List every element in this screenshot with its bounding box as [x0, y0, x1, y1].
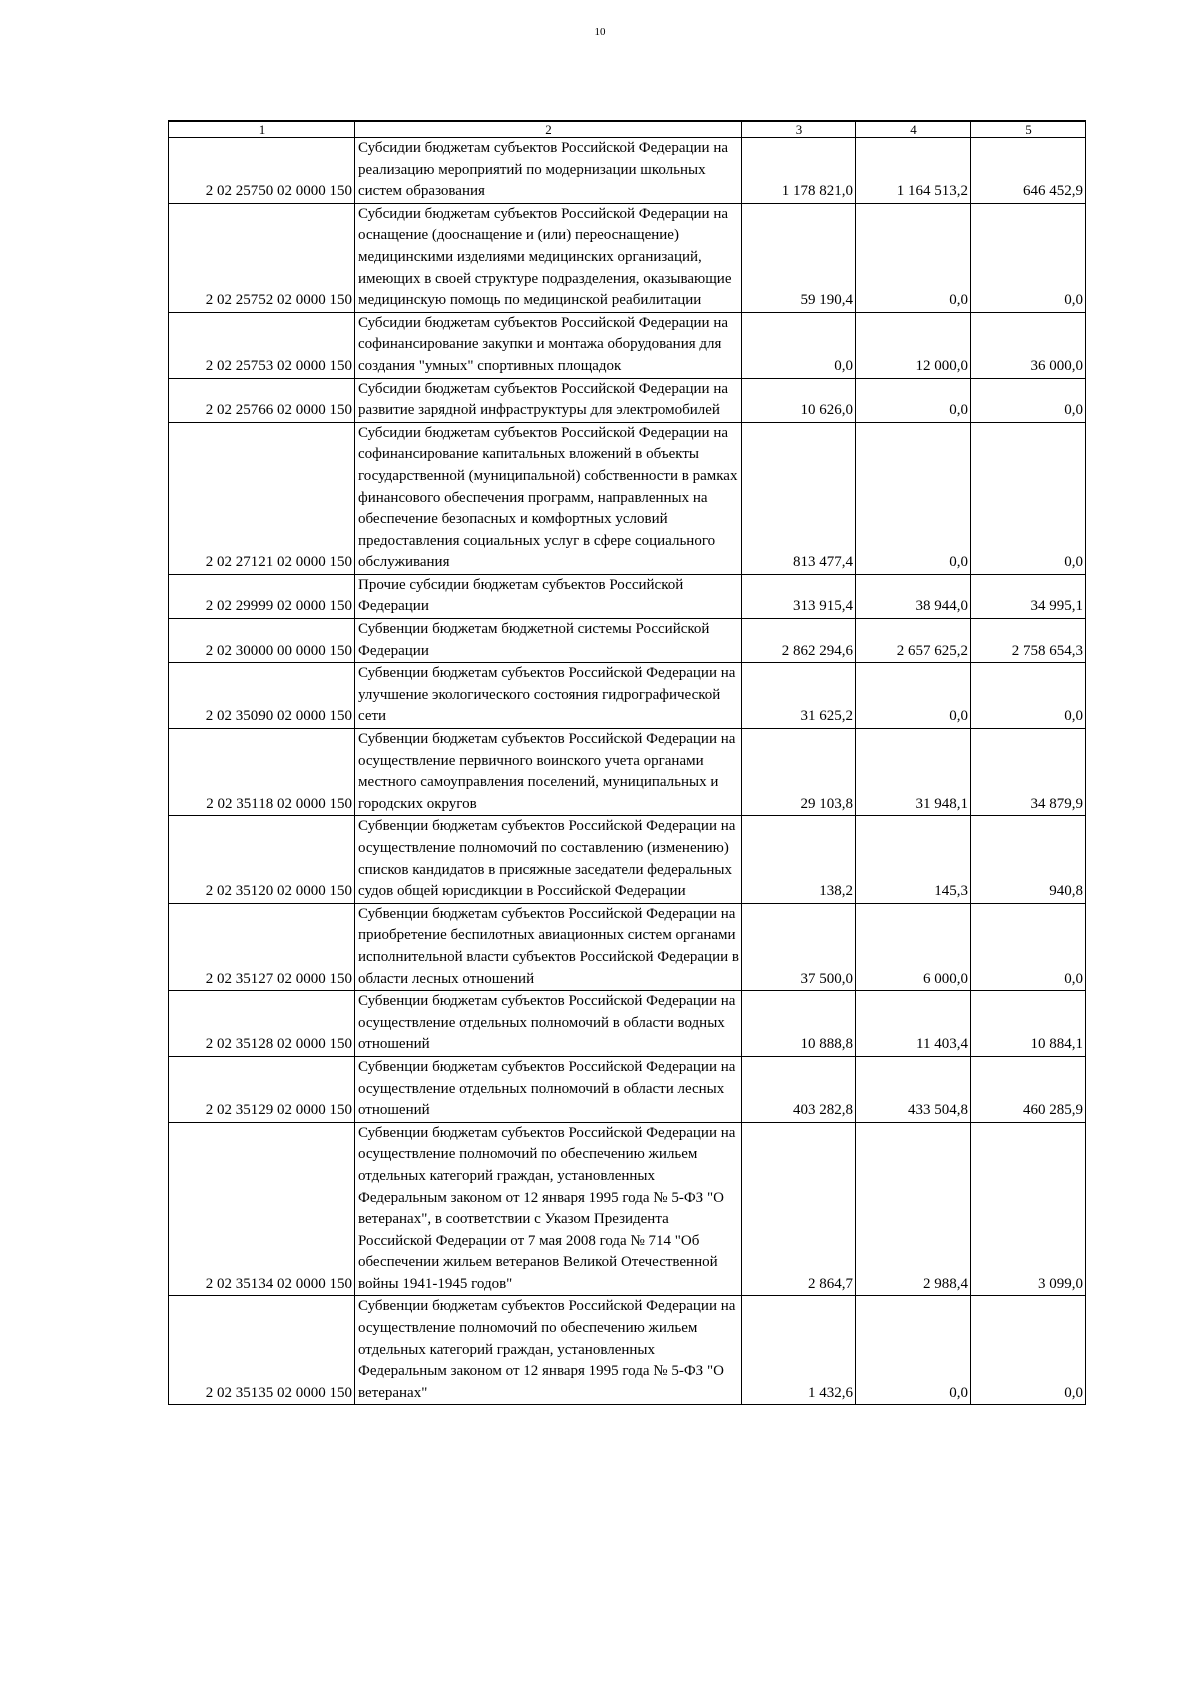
- row-value-4: 0,0: [856, 663, 971, 729]
- row-value-4: 12 000,0: [856, 312, 971, 378]
- row-value-5: 34 879,9: [971, 729, 1086, 816]
- row-value-5: 646 452,9: [971, 138, 1086, 204]
- row-name: Прочие субсидии бюджетам субъектов Российской Федерации: [355, 574, 742, 618]
- row-code: 2 02 35118 02 0000 150: [169, 729, 355, 816]
- row-value-5: 0,0: [971, 663, 1086, 729]
- row-code: 2 02 35129 02 0000 150: [169, 1056, 355, 1122]
- row-value-3: 313 915,4: [742, 574, 856, 618]
- row-name: Субвенции бюджетам субъектов Российской Федерации на осуществление отдельных полномочий в области водных отношений: [355, 991, 742, 1057]
- table-row: [169, 138, 1086, 204]
- row-name: Субвенции бюджетам субъектов Российской Федерации на осуществление первичного воинского учета органами местного самоуправления поселений, муниципальных и городских округов: [355, 729, 742, 816]
- row-code: 2 02 25752 02 0000 150: [169, 203, 355, 312]
- row-value-5: 36 000,0: [971, 312, 1086, 378]
- row-value-4: 0,0: [856, 378, 971, 422]
- row-code: 2 02 27121 02 0000 150: [169, 422, 355, 574]
- row-value-4: 2 988,4: [856, 1122, 971, 1296]
- row-value-3: 403 282,8: [742, 1056, 856, 1122]
- row-code: 2 02 29999 02 0000 150: [169, 574, 355, 618]
- row-value-3: 813 477,4: [742, 422, 856, 574]
- row-name: Субсидии бюджетам субъектов Российской Федерации на реализацию мероприятий по модернизации школьных систем образования: [355, 138, 742, 204]
- page-number: 10: [594, 26, 606, 38]
- row-name: Субсидии бюджетам субъектов Российской Федерации на оснащение (дооснащение и (или) переоснащение) медицинскими изделиями медицинских организаций, имеющих в своей структуре подразделения, оказывающие медицинскую помощь по медицинской реабилитации: [355, 203, 742, 312]
- row-code: 2 02 35135 02 0000 150: [169, 1296, 355, 1405]
- row-value-3: 29 103,8: [742, 729, 856, 816]
- row-name: Субвенции бюджетам субъектов Российской Федерации на осуществление полномочий по составлению (изменению) списков кандидатов в присяжные заседатели федеральных судов общей юрисдикции в Российской Федерации: [355, 816, 742, 903]
- table-row: [169, 422, 1086, 574]
- row-code: 2 02 25766 02 0000 150: [169, 378, 355, 422]
- column-header-1: 1: [169, 121, 355, 138]
- row-value-5: 0,0: [971, 203, 1086, 312]
- row-value-4: 0,0: [856, 203, 971, 312]
- table-row: [169, 312, 1086, 378]
- row-value-5: 0,0: [971, 1296, 1086, 1405]
- row-name: Субсидии бюджетам субъектов Российской Федерации на развитие зарядной инфраструктуры для электромобилей: [355, 378, 742, 422]
- row-value-4: 0,0: [856, 1296, 971, 1405]
- row-value-4: 2 657 625,2: [856, 619, 971, 663]
- row-value-5: 0,0: [971, 422, 1086, 574]
- budget-revenue-table: [168, 120, 1086, 1405]
- row-value-3: 37 500,0: [742, 903, 856, 990]
- column-header-2: 2: [355, 121, 742, 138]
- row-code: 2 02 35134 02 0000 150: [169, 1122, 355, 1296]
- row-name: Субвенции бюджетам субъектов Российской Федерации на осуществление полномочий по обеспечению жильем отдельных категорий граждан, установленных Федеральным законом от 12 января 1995 года № 5-ФЗ "О ветеранах", в соответствии с Указом Президента Российской Федерации от 7 мая 2008 года № 714 "Об обеспечении жильем ветеранов Великой Отечественной войны 1941-1945 годов": [355, 1122, 742, 1296]
- table-row: [169, 816, 1086, 903]
- row-value-3: 1 178 821,0: [742, 138, 856, 204]
- row-code: 2 02 25753 02 0000 150: [169, 312, 355, 378]
- row-value-4: 145,3: [856, 816, 971, 903]
- table-row: [169, 903, 1086, 990]
- row-value-3: 10 626,0: [742, 378, 856, 422]
- table-row: [169, 203, 1086, 312]
- row-value-3: 31 625,2: [742, 663, 856, 729]
- row-name: Субвенции бюджетам субъектов Российской Федерации на осуществление отдельных полномочий в области лесных отношений: [355, 1056, 742, 1122]
- row-value-4: 11 403,4: [856, 991, 971, 1057]
- table-row: [169, 1122, 1086, 1296]
- row-value-4: 0,0: [856, 422, 971, 574]
- row-name: Субвенции бюджетам бюджетной системы Российской Федерации: [355, 619, 742, 663]
- row-value-4: 1 164 513,2: [856, 138, 971, 204]
- table-row: [169, 1296, 1086, 1405]
- table-row: [169, 619, 1086, 663]
- table-body: [169, 138, 1086, 1405]
- row-value-5: 0,0: [971, 378, 1086, 422]
- column-header-4: 4: [856, 121, 971, 138]
- table-header-row: [169, 121, 1086, 138]
- table-row: [169, 574, 1086, 618]
- row-name: Субсидии бюджетам субъектов Российской Федерации на софинансирование капитальных вложений в объекты государственной (муниципальной) собственности в рамках финансового обеспечения программ, направленных на обеспечение безопасных и комфортных условий предоставления социальных услуг в сфере социального обслуживания: [355, 422, 742, 574]
- table-row: [169, 991, 1086, 1057]
- row-code: 2 02 35090 02 0000 150: [169, 663, 355, 729]
- row-value-5: 940,8: [971, 816, 1086, 903]
- row-value-3: 2 864,7: [742, 1122, 856, 1296]
- row-value-5: 460 285,9: [971, 1056, 1086, 1122]
- column-header-3: 3: [742, 121, 856, 138]
- row-value-4: 433 504,8: [856, 1056, 971, 1122]
- row-value-3: 1 432,6: [742, 1296, 856, 1405]
- row-value-3: 0,0: [742, 312, 856, 378]
- row-code: 2 02 35128 02 0000 150: [169, 991, 355, 1057]
- row-value-5: 0,0: [971, 903, 1086, 990]
- row-value-3: 10 888,8: [742, 991, 856, 1057]
- row-value-4: 6 000,0: [856, 903, 971, 990]
- row-name: Субвенции бюджетам субъектов Российской Федерации на приобретение беспилотных авиационных систем органами исполнительной власти субъектов Российской Федерации в области лесных отношений: [355, 903, 742, 990]
- table-row: [169, 729, 1086, 816]
- table-row: [169, 1056, 1086, 1122]
- column-header-5: 5: [971, 121, 1086, 138]
- row-name: Субсидии бюджетам субъектов Российской Федерации на софинансирование закупки и монтажа оборудования для создания "умных" спортивных площадок: [355, 312, 742, 378]
- row-value-5: 34 995,1: [971, 574, 1086, 618]
- row-code: 2 02 30000 00 0000 150: [169, 619, 355, 663]
- row-value-5: 10 884,1: [971, 991, 1086, 1057]
- row-value-4: 38 944,0: [856, 574, 971, 618]
- row-value-5: 2 758 654,3: [971, 619, 1086, 663]
- row-value-3: 2 862 294,6: [742, 619, 856, 663]
- row-name: Субвенции бюджетам субъектов Российской Федерации на осуществление полномочий по обеспечению жильем отдельных категорий граждан, установленных Федеральным законом от 12 января 1995 года № 5-ФЗ "О ветеранах": [355, 1296, 742, 1405]
- row-code: 2 02 35120 02 0000 150: [169, 816, 355, 903]
- table-row: [169, 663, 1086, 729]
- row-value-4: 31 948,1: [856, 729, 971, 816]
- table-row: [169, 378, 1086, 422]
- row-value-3: 138,2: [742, 816, 856, 903]
- row-code: 2 02 25750 02 0000 150: [169, 138, 355, 204]
- row-code: 2 02 35127 02 0000 150: [169, 903, 355, 990]
- row-value-5: 3 099,0: [971, 1122, 1086, 1296]
- row-name: Субвенции бюджетам субъектов Российской Федерации на улучшение экологического состояния гидрографической сети: [355, 663, 742, 729]
- row-value-3: 59 190,4: [742, 203, 856, 312]
